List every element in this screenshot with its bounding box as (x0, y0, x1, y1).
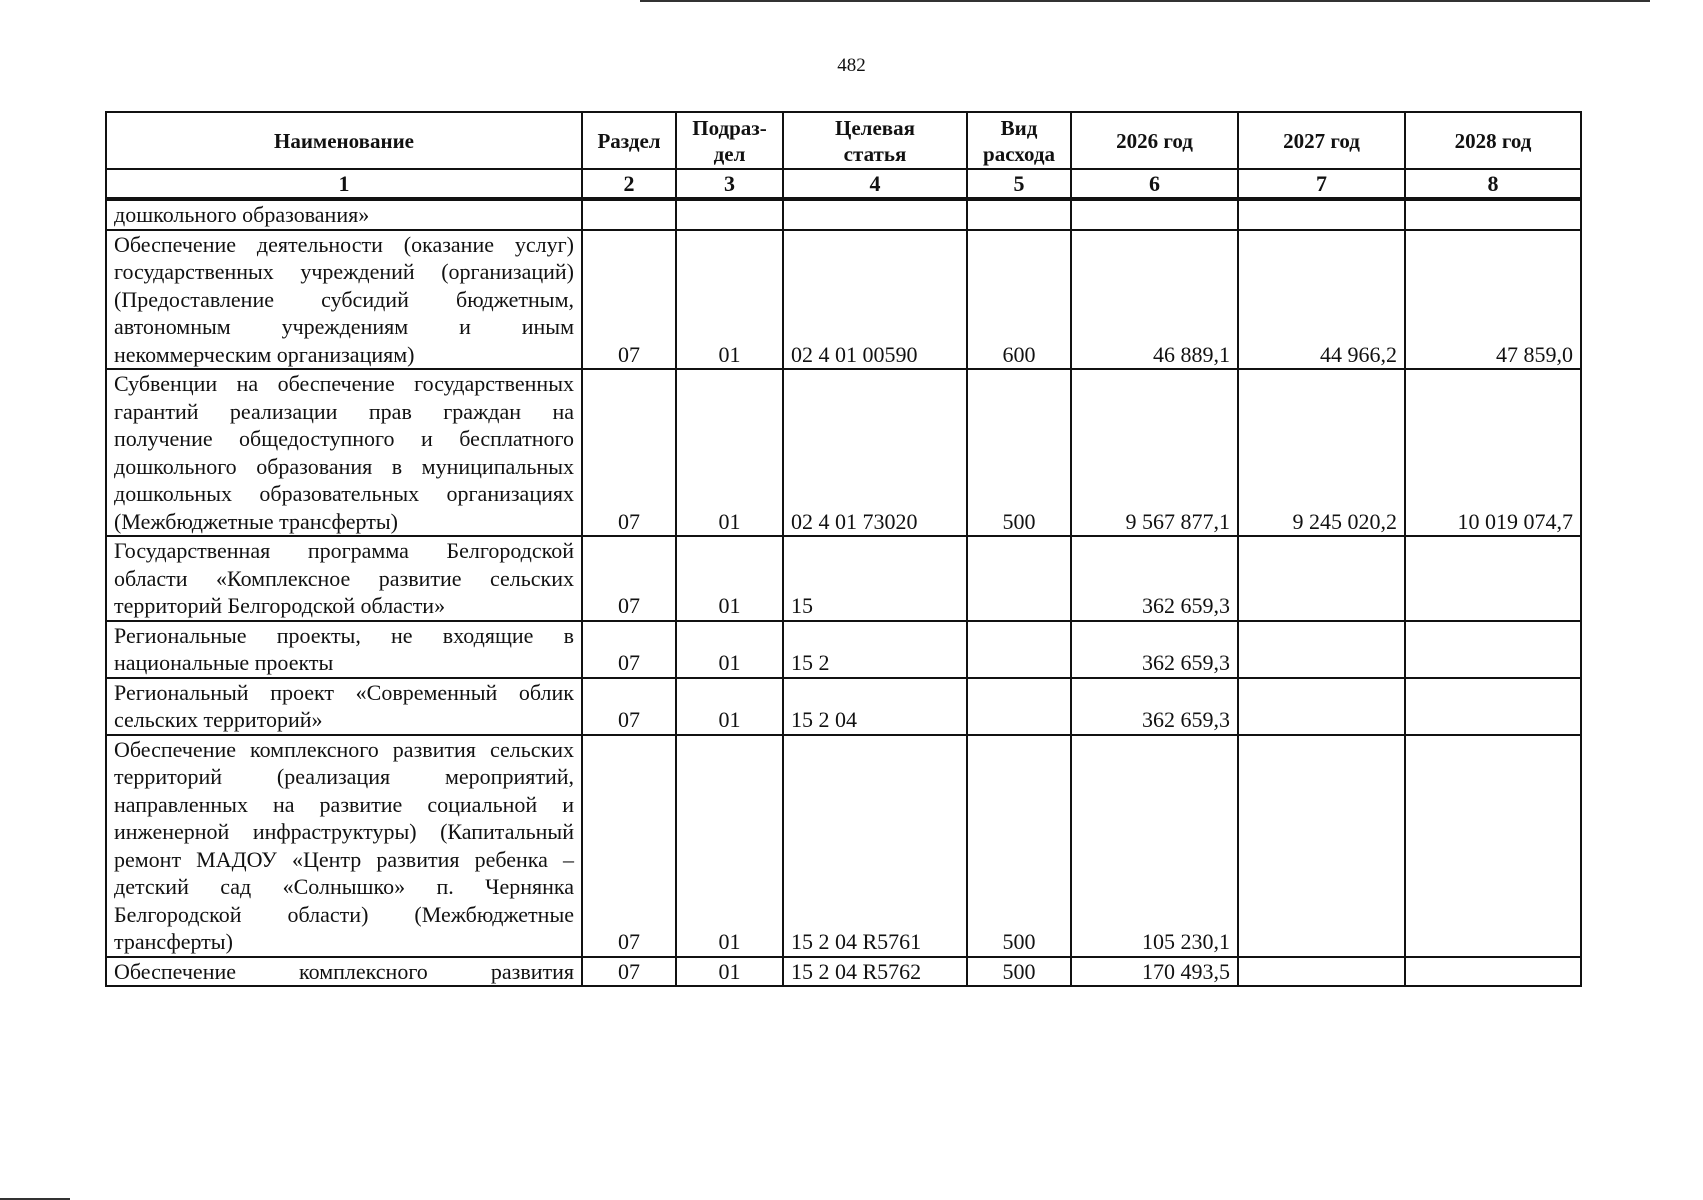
row-2027 (1238, 735, 1405, 957)
page-number: 482 (837, 55, 866, 76)
row-tselevaya (783, 199, 967, 230)
table-row (106, 678, 1581, 735)
column-number: 1 (106, 169, 582, 199)
row-name: Обеспечение деятельности (оказание услуг) государственных учреждений (организаций) (Предоставление субсидий бюджетным, автономным учреждениям и иным некоммерческим организациям) (106, 230, 582, 370)
row-tselevaya: 02 4 01 00590 (783, 230, 967, 370)
row-podrazdel: 01 (676, 621, 783, 678)
row-razdel: 07 (582, 369, 676, 536)
row-podrazdel: 01 (676, 230, 783, 370)
row-2026: 105 230,1 (1071, 735, 1238, 957)
table-row (106, 735, 1581, 957)
column-number: 3 (676, 169, 783, 199)
row-vid: 600 (967, 230, 1071, 370)
column-number: 4 (783, 169, 967, 199)
row-2026: 362 659,3 (1071, 536, 1238, 621)
header-2026: 2026 год (1071, 112, 1238, 169)
row-2028 (1405, 678, 1581, 735)
table-row (106, 536, 1581, 621)
row-razdel: 07 (582, 621, 676, 678)
row-2026: 362 659,3 (1071, 621, 1238, 678)
row-name: Государственная программа Белгородской области «Комплексное развитие сельских территорий Белгородской области» (106, 536, 582, 621)
row-tselevaya: 15 2 04 (783, 678, 967, 735)
row-vid (967, 621, 1071, 678)
row-podrazdel: 01 (676, 369, 783, 536)
row-podrazdel: 01 (676, 678, 783, 735)
row-2028 (1405, 536, 1581, 621)
header-tselevaya: Целевая статья (783, 112, 967, 169)
row-name: Обеспечение комплексного развития (106, 957, 582, 987)
column-number: 2 (582, 169, 676, 199)
row-2026 (1071, 199, 1238, 230)
row-vid (967, 678, 1071, 735)
row-name: Региональные проекты, не входящие в национальные проекты (106, 621, 582, 678)
row-tselevaya: 15 2 (783, 621, 967, 678)
row-2027 (1238, 199, 1405, 230)
row-2026: 9 567 877,1 (1071, 369, 1238, 536)
row-name: Региональный проект «Современный облик сельских территорий» (106, 678, 582, 735)
row-razdel: 07 (582, 957, 676, 987)
row-razdel (582, 199, 676, 230)
row-2027 (1238, 678, 1405, 735)
header-razdel: Раздел (582, 112, 676, 169)
row-razdel: 07 (582, 536, 676, 621)
row-name: Субвенции на обеспечение государственных гарантий реализации прав граждан на получение общедоступного и бесплатного дошкольного образования в муниципальных дошкольных образовательных организациях (Межбюджетные трансферты) (106, 369, 582, 536)
row-2026: 46 889,1 (1071, 230, 1238, 370)
row-2028: 10 019 074,7 (1405, 369, 1581, 536)
row-podrazdel: 01 (676, 536, 783, 621)
row-name: дошкольного образования» (106, 199, 582, 230)
row-razdel: 07 (582, 735, 676, 957)
header-2028: 2028 год (1405, 112, 1581, 169)
row-name: Обеспечение комплексного развития сельских территорий (реализация мероприятий, направленных на развитие социальной и инженерной инфраструктуры) (Капитальный ремонт МАДОУ «Центр развития ребенка – детский сад «Солнышко» п. Чернянка Белгородской области) (Межбюджетные трансферты) (106, 735, 582, 957)
row-2028 (1405, 957, 1581, 987)
row-podrazdel (676, 199, 783, 230)
row-tselevaya: 15 2 04 R5762 (783, 957, 967, 987)
row-vid: 500 (967, 735, 1071, 957)
table-row (106, 369, 1581, 536)
column-number: 8 (1405, 169, 1581, 199)
table-row (106, 199, 1581, 230)
row-2027 (1238, 957, 1405, 987)
budget-table (105, 111, 1582, 987)
row-razdel: 07 (582, 230, 676, 370)
row-2028 (1405, 621, 1581, 678)
header-row (106, 112, 1581, 169)
row-vid (967, 199, 1071, 230)
row-2028 (1405, 735, 1581, 957)
header-vid: Вид расхода (967, 112, 1071, 169)
row-2028 (1405, 199, 1581, 230)
row-2028: 47 859,0 (1405, 230, 1581, 370)
row-tselevaya: 15 (783, 536, 967, 621)
header-2027: 2027 год (1238, 112, 1405, 169)
top-rule (640, 0, 1650, 2)
row-razdel: 07 (582, 678, 676, 735)
row-tselevaya: 02 4 01 73020 (783, 369, 967, 536)
row-2027 (1238, 536, 1405, 621)
header-name: Наименование (106, 112, 582, 169)
column-number: 7 (1238, 169, 1405, 199)
row-vid (967, 536, 1071, 621)
table-row (106, 230, 1581, 370)
column-number: 6 (1071, 169, 1238, 199)
table-row (106, 957, 1581, 987)
row-podrazdel: 01 (676, 735, 783, 957)
row-podrazdel: 01 (676, 957, 783, 987)
row-2026: 170 493,5 (1071, 957, 1238, 987)
column-number: 5 (967, 169, 1071, 199)
row-vid: 500 (967, 369, 1071, 536)
table-row (106, 621, 1581, 678)
row-2027 (1238, 621, 1405, 678)
column-number-row (106, 169, 1581, 199)
header-podrazdel: Подраз- дел (676, 112, 783, 169)
row-2027: 44 966,2 (1238, 230, 1405, 370)
row-2026: 362 659,3 (1071, 678, 1238, 735)
row-tselevaya: 15 2 04 R5761 (783, 735, 967, 957)
row-2027: 9 245 020,2 (1238, 369, 1405, 536)
row-vid: 500 (967, 957, 1071, 987)
